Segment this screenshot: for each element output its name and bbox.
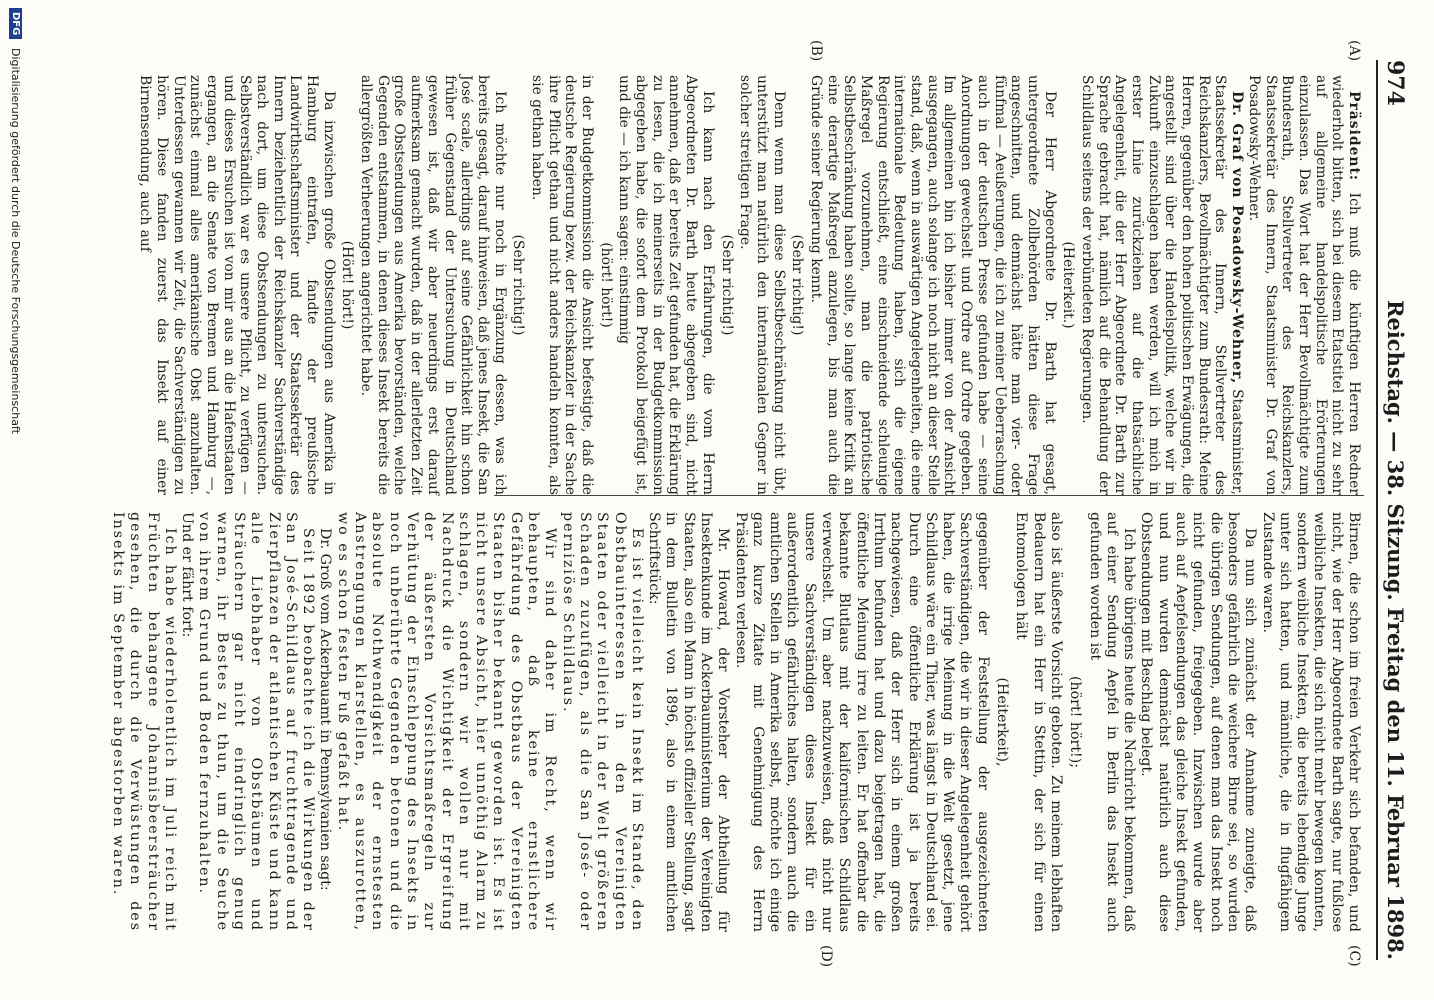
- paragraph-text: Dr. Groß vom Ackerbauamt in Pennsylvanien sagt:: [317, 528, 334, 891]
- paragraph-text: Mr. Howard, der Vorsteher der Abtheilung für Insektenkunde im Ackerbauministerium der Vereinigten Staaten, also ein Mann in höchst offizieller Stellung, sagt in dem Bulletin von 1896, also in einem amtlichen Schriftstück:: [646, 512, 732, 932]
- paragraph: [316, 512, 333, 932]
- session-date: Freitag den 11. Februar 1898.: [1383, 607, 1408, 960]
- quotation-paragraph: [558, 512, 644, 932]
- paragraph: [357, 75, 507, 495]
- paragraph-text: Wir sind daher im Recht, wenn wir behaupten, daß keine ernstlichere Gefährdung des Obstbaus der Vereinigten Staaten bisher bekannt geworden ist. Es ist nicht unsere Absicht, hier unnöthig Alarm zu schlagen, sondern wir wollen nur mit Nachdruck die Wichtigkeit der Ergreifung der äußersten Vorsichtsmaßregeln zur Verhütung der Einschleppung des Insekts in noch unberührte Gegenden betonen und die absolute Nothwendigkeit der ernstesten Anstrengungen klarstellen, es auszurotten, wo es schon festen Fuß gefaßt hat.: [334, 512, 559, 932]
- speaker-name: Präsident:: [1346, 91, 1362, 182]
- quotation-paragraph: [195, 512, 316, 932]
- paragraph-text: Ich möchte nur noch in Ergänzung dessen, was ich bereits gesagt, darauf hinweisen, daß jenes Insekt, die San José scale, allerdings auf seine Gefährlichkeit hin schon früher Gegenstand der Untersuchung in Deutschland gewesen ist, daß wir aber neuerdings erst darauf aufmerksam gemacht wurden, daß in der allerletzten Zeit große Obstsendungen aus Amerika bevorständen, welche Gegenden entstammen, in denen dieses Insekt bereits die allergrößten Verheerungen angerichtet habe.: [358, 75, 508, 495]
- paragraph-text: gegenüber der Feststellung der ausgezeichneten Sachverständigen, die wir in dieser Angelegenheit gehört haben, die irrige Meinung in die Welt gesetzt, jene Schildlaus wäre ein Thier, was längst in Deutschland sei. Durch eine öffentliche Erklärung ist ja bereits nachgewiesen, daß der Herr sich in einem großen Irrthum befunden hat und dazu beigetragen hat, die öffentliche Meinung irre zu leiten. Er hat offenbar die bekannte Blutlaus mit der kalifornischen Schildlaus verwechselt. Um aber nachzuweisen, daß nicht nur unsere Sachverständigen dieses Insekt für ein außerordentlich gefährliches halten, sondern auch die amtlichen Stellen in Amerika selbst, möchte ich einige ganz kurze Zitate mit Genehmigung des Herrn Präsidenten verlesen.: [732, 512, 991, 932]
- paragraph-text: Ich kann nach den Erfahrungen, die vom Herrn Abgeordneten Dr. Barth heute abgegeben sind, nicht annehmen, daß er bereits Zeit gefunden hat, die Erklärung zu lesen, die ich meinerseits in der Budgetkommission abgegeben habe, die sofort dem Protokoll beigefügt ist, und die — ich kann sagen: einstimmig: [616, 75, 716, 495]
- interjection: (Heiterkeit),: [994, 677, 1011, 767]
- paragraph: [1078, 75, 1245, 495]
- interjection: (Hört! hört!): [339, 240, 356, 330]
- paragraph: [731, 512, 990, 932]
- column-divider: [494, 495, 1364, 496]
- session-title: Reichstag. — 38. Sitzung.: [1383, 300, 1408, 601]
- paragraph-text: Denn wenn man diese Selbstbeschränkung nicht übt, unterstützt man natürlich den internationalen Gegner in solcher streitigen Frage.: [737, 75, 787, 495]
- paragraph-text: also ist äußerste Vorsicht geboten. Zu meinem lebhaften Bedauern hat ein Herr in Stettin, der sich für einen Entomologen hält: [1013, 512, 1064, 932]
- paragraph: [737, 75, 787, 495]
- paragraph-text: in der Budgetkommission die Ansicht befestigte, daß die deutsche Regierung bezw. der Reichskanzler in der Sache ihre Pflicht gethan und nicht anders handeln konnten, als sie gethan haben.: [529, 75, 596, 495]
- margin-mark-d: (D): [818, 945, 834, 968]
- paragraph-text: Der Herr Abgeordnete Dr. Barth hat gesagt, untergeordnete Zollbehörden hätten diese Frage angeschnitten, und demnächst hätte man vier- oder fünfmal — Aeußerungen, die ich zu meiner Ueberraschung auch in der deutschen Presse gefunden habe — seine Anordnungen gewechselt und Ordre auf Ordre gegeben. Im allgemeinen bin ich bisher immer von der Ansicht ausgegangen, auch solange ich noch nicht an dieser Stelle stand, daß, wenn in auswärtigen Angelegenheiten, die eine internationale Bedeutung haben, sich die eigene Regierung entschließt, eine einschneidende schleunige Maßregel vorzunehmen, man die patriotische Selbstbeschränkung haben sollte, so lange keine Kritik an eine derartige Maßregel anzulegen, bis man auch die Gründe seiner Regierung kennt.: [808, 75, 1058, 495]
- paragraph-text: Da inzwischen große Obstsendungen aus Amerika in Hamburg eintrafen, fandte der preußische Landwirthschaftsminister und der Staatssekretär des Innern beziehentlich der Reichskanzler Sachverständige nach dort, um diese Obstsendungen zu untersuchen. Selbstverständlich war es unsere Pflicht, zu verfügen — und dieses Ersuchen ist von mir aus an die Hafenstaaten ergangen, an die Senate von Bremen und Hamburg —, zunächst einmal alles amerikanische Obst anzuhalten. Unterdessen gewannen wir Zeit, die Sachverständigen zu hören. Diese fanden zuerst das Insekt auf einer Birnensendung, auch auf: [137, 75, 337, 495]
- paragraph: [528, 75, 595, 495]
- right-column: [109, 512, 1362, 932]
- paragraph: [645, 512, 731, 932]
- paragraph-text: Und er fährt fort:: [179, 512, 196, 638]
- margin-mark-c: (C): [1346, 945, 1362, 967]
- margin-mark-a: (A): [1346, 40, 1362, 62]
- paragraph-text: Staatsminister, Staatssekretär des Innern, Stellvertreter des Reichskanzlers, Bevollmächtigter zum Bundesrath: Meine Herren, gegenüber den hohen politischen Erwägungen, die angestellt sind über die Handelspolitik, welche wir in Zukunft einzuschlagen haben werden, will ich mich in erster Linie zurückziehen auf die thatsächliche Angelegenheit, die der Herr Abgeordnete Dr. Barth zur Sprache gebracht hat, nämlich auf die Behandlung der Schildlaus seitens der verbündeten Regierungen.: [1079, 75, 1246, 495]
- interjection: (hört! hört!);: [1067, 675, 1084, 769]
- paragraph: [178, 512, 195, 932]
- page-number: 974: [1382, 60, 1408, 106]
- paragraph-text: Ich habe wiederholentlich im Juli reich mit Früchten behangene Johannisbeersträucher gesehen, die durch die Verwüstungen des Insekts im September abgestorben waren.: [109, 512, 178, 932]
- paragraph: [1137, 512, 1258, 932]
- quotation-paragraph: [333, 512, 558, 932]
- paragraph-text: Da nun sich zunächst der Annahme zuneigte, daß besonders gefährlich die weichere Birne sei, so wurden die übrigen Sendungen, auf denen man das Insekt noch nicht gefunden, freigegeben. Inzwischen wurde aber auch auf Aepfelsendungen das gleiche Insekt gefunden, und nun wurden demnächst natürlich auch diese Obstsendungen mit Beschlag belegt.: [1138, 512, 1259, 932]
- interjection: (hört! hört!): [597, 242, 614, 328]
- paragraph: [137, 75, 337, 495]
- paragraph-text: Ich habe übrigens heute die Nachricht bekommen, daß auf einer Sendung Aepfel in Berlin das Insekt auch gefunden worden ist: [1086, 512, 1138, 932]
- paragraph: [1012, 512, 1064, 932]
- page-header: [1376, 60, 1418, 960]
- paragraph-text: Birnen, die schon im freien Verkehr sich befanden, und nicht, wie der Herr Abgeordnete Barth sagte, nur fußlose weibliche Insekten, die sich nicht mehr bewegen konnten, sondern weibliche Insekten, die bereits lebendige Junge unter sich hatten, und männliche, die in flugfähigem Zustande waren.: [1259, 512, 1362, 932]
- paragraph-text: Seit 1892 beobachte ich die Wirkungen der San José-Schildlaus auf fruchttragende und Zierpflanzen der atlantischen Küste und kann alle Liebhaber von Obstbäumen und Sträuchern gar nicht eindringlich genug warnen, ihr Bestes zu thun, um die Seuche von ihrem Grund und Boden fernzuhalten.: [196, 512, 317, 932]
- speaker-name: Dr. Graf von Posadowsky-Wehner,: [1229, 91, 1246, 385]
- footer: [4, 0, 24, 1000]
- interjection: (Sehr richtig!): [789, 234, 806, 336]
- paragraph: [807, 75, 1057, 495]
- interjection: (Sehr richtig!): [718, 234, 735, 336]
- quotation-paragraph: [109, 512, 178, 932]
- paragraph: [616, 75, 716, 495]
- interjection: (Heiterkeit.): [1060, 241, 1077, 329]
- margin-mark-b: (B): [808, 40, 824, 62]
- interjection: (Sehr richtig!): [510, 234, 527, 336]
- paragraph-text: Ich muß die künftigen Herren Redner wiederholt bitten, sich bei diesem Etatstitel nicht zu sehr auf allgemeine handelspolitische Erörterungen einzulassen. Das Wort hat der Herr Bevollmächtigte zum Bundesrath, Stellvertreter des Reichskanzlers, Staatssekretär des Innern, Staatsminister Dr. Graf von Posadowsky-Wehner.: [1245, 75, 1362, 495]
- paragraph: [1258, 512, 1362, 932]
- dfg-logo: DFG: [9, 8, 22, 39]
- left-column: [137, 75, 1363, 495]
- paragraph-text: Es ist vielleicht kein Insekt im Stande, den Obstbauinteressen in den Vereinigten Staaten oder vielleicht in der Welt größeren Schaden zuzufügen, als die San José- oder perniziöse Schildlaus.: [559, 512, 645, 932]
- paragraph: [1085, 512, 1137, 932]
- paragraph: [1245, 75, 1362, 495]
- digitization-credit: Digitalisierung gefördert durch die Deutsche Forschungsgemeinschaft: [9, 48, 22, 434]
